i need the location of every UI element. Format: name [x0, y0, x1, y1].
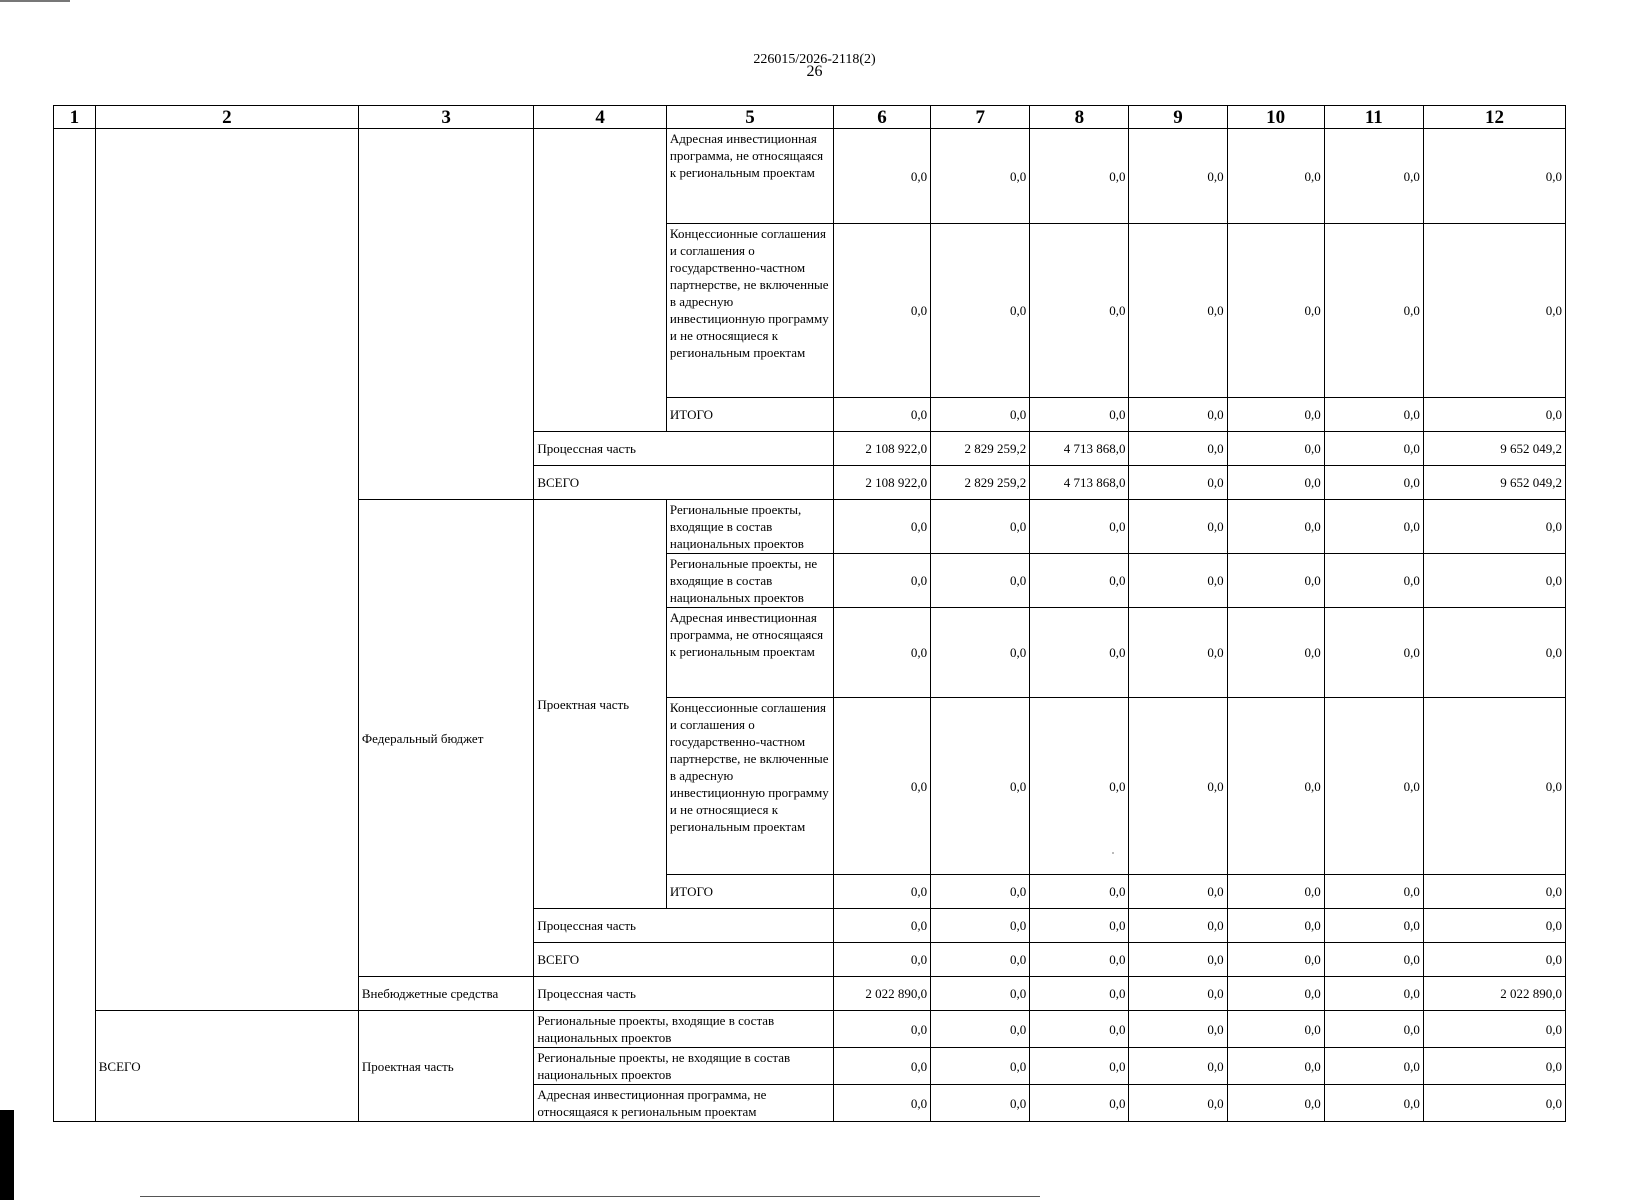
value-cell: 0,0 [1129, 398, 1227, 432]
value-cell: 0,0 [833, 398, 930, 432]
value-cell: 0,0 [1324, 977, 1423, 1011]
value-cell: 0,0 [1423, 224, 1565, 398]
value-cell: 0,0 [931, 1011, 1030, 1048]
row-label: ИТОГО [666, 398, 833, 432]
value-cell: 0,0 [931, 224, 1030, 398]
value-cell: 0,0 [1324, 129, 1423, 224]
value-cell: 0,0 [833, 698, 930, 875]
scan-top-line [0, 0, 70, 2]
value-cell: 0,0 [1030, 909, 1129, 943]
value-cell: 0,0 [1324, 875, 1423, 909]
value-cell: 0,0 [833, 1011, 930, 1048]
value-cell: 0,0 [1227, 432, 1324, 466]
value-cell: 0,0 [1423, 909, 1565, 943]
value-cell: 0,0 [1324, 608, 1423, 698]
col3-cell [358, 129, 533, 500]
value-cell: 0,0 [1227, 466, 1324, 500]
scan-bottom-line [140, 1196, 1040, 1197]
total-proekt-label: Проектная часть [358, 1011, 533, 1122]
value-cell: 2 022 890,0 [833, 977, 930, 1011]
value-cell: 0,0 [833, 875, 930, 909]
value-cell: 0,0 [1423, 943, 1565, 977]
value-cell: 4 713 868,0 [1030, 432, 1129, 466]
scan-artifact [1112, 852, 1114, 854]
source-extrabudget: Внебюджетные средства [358, 977, 533, 1011]
value-cell: 0,0 [833, 224, 930, 398]
budget-table [53, 105, 1566, 1122]
value-cell: 0,0 [1324, 943, 1423, 977]
value-cell: 0,0 [931, 698, 1030, 875]
col-header: 12 [1423, 106, 1565, 129]
value-cell: 0,0 [1129, 977, 1227, 1011]
value-cell: 0,0 [1129, 909, 1227, 943]
value-cell: 0,0 [931, 554, 1030, 608]
value-cell: 0,0 [1227, 224, 1324, 398]
value-cell: 0,0 [931, 129, 1030, 224]
value-cell: 0,0 [1030, 1011, 1129, 1048]
col1-cell [54, 129, 96, 1122]
value-cell: 0,0 [1227, 129, 1324, 224]
value-cell: 0,0 [931, 943, 1030, 977]
value-cell: 0,0 [833, 554, 930, 608]
row-label: Адресная инвестиционная программа, не относящаяся к региональным проектам [534, 1085, 834, 1122]
row-label: Концессионные соглашения и соглашения о государственно-частном партнерстве, не включенные в адресную инвестиционную программу и не относящиеся к региональным проектам [666, 224, 833, 398]
value-cell: 0,0 [833, 608, 930, 698]
row-label: Адресная инвестиционная программа, не относящаяся к региональным проектам [666, 129, 833, 224]
value-cell: 0,0 [1227, 608, 1324, 698]
value-cell: 0,0 [1129, 1048, 1227, 1085]
value-cell: 0,0 [1030, 608, 1129, 698]
row-label: ИТОГО [666, 875, 833, 909]
value-cell: 0,0 [931, 977, 1030, 1011]
value-cell: 0,0 [833, 943, 930, 977]
value-cell: 0,0 [931, 500, 1030, 554]
value-cell: 0,0 [1030, 1085, 1129, 1122]
value-cell: 0,0 [1227, 1011, 1324, 1048]
value-cell: 0,0 [1030, 1048, 1129, 1085]
col-header: 4 [534, 106, 667, 129]
scan-edge-shadow [0, 1110, 14, 1200]
value-cell: 2 108 922,0 [833, 432, 930, 466]
value-cell: 0,0 [1423, 698, 1565, 875]
col2-cell [95, 129, 358, 1011]
value-cell: 0,0 [1030, 129, 1129, 224]
value-cell: 0,0 [1324, 698, 1423, 875]
row-label: Процессная часть [534, 977, 834, 1011]
value-cell: 0,0 [1129, 875, 1227, 909]
value-cell: 0,0 [1227, 943, 1324, 977]
value-cell: 0,0 [833, 129, 930, 224]
value-cell: 0,0 [1324, 1011, 1423, 1048]
value-cell: 0,0 [1227, 977, 1324, 1011]
value-cell: 0,0 [833, 500, 930, 554]
value-cell: 0,0 [1324, 432, 1423, 466]
row-label: Концессионные соглашения и соглашения о государственно-частном партнерстве, не включенные в адресную инвестиционную программу и не относящиеся к региональным проектам [666, 698, 833, 875]
row-label: Региональные проекты, входящие в состав национальных проектов [666, 500, 833, 554]
value-cell: 0,0 [1423, 500, 1565, 554]
value-cell: 0,0 [1324, 224, 1423, 398]
value-cell: 9 652 049,2 [1423, 466, 1565, 500]
value-cell: 0,0 [1030, 943, 1129, 977]
value-cell: 0,0 [1423, 129, 1565, 224]
value-cell: 0,0 [1324, 500, 1423, 554]
col-header: 8 [1030, 106, 1129, 129]
value-cell: 0,0 [1423, 1011, 1565, 1048]
value-cell: 0,0 [1129, 1011, 1227, 1048]
value-cell: 0,0 [1129, 554, 1227, 608]
value-cell: 0,0 [1423, 1085, 1565, 1122]
value-cell: 0,0 [833, 909, 930, 943]
value-cell: 0,0 [1227, 875, 1324, 909]
value-cell: 0,0 [931, 398, 1030, 432]
value-cell: 0,0 [1129, 608, 1227, 698]
value-cell: 0,0 [1030, 554, 1129, 608]
col-header: 7 [931, 106, 1030, 129]
col-header: 5 [666, 106, 833, 129]
row-label: Региональные проекты, входящие в состав национальных проектов [534, 1011, 834, 1048]
value-cell: 0,0 [1227, 909, 1324, 943]
value-cell: 0,0 [1129, 466, 1227, 500]
value-cell: 9 652 049,2 [1423, 432, 1565, 466]
row-label: Процессная часть [534, 432, 834, 466]
col4-cell [534, 129, 667, 432]
value-cell: 2 829 259,2 [931, 466, 1030, 500]
column-number-row [54, 106, 1566, 129]
value-cell: 0,0 [1129, 500, 1227, 554]
col-header: 6 [833, 106, 930, 129]
value-cell: 0,0 [1423, 554, 1565, 608]
value-cell: 0,0 [1423, 398, 1565, 432]
value-cell: 0,0 [931, 608, 1030, 698]
table-row [54, 129, 1566, 224]
value-cell: 0,0 [1227, 554, 1324, 608]
value-cell: 0,0 [1129, 698, 1227, 875]
value-cell: 0,0 [931, 875, 1030, 909]
value-cell: 0,0 [1129, 1085, 1227, 1122]
value-cell: 0,0 [1227, 1085, 1324, 1122]
value-cell: 0,0 [1324, 1048, 1423, 1085]
value-cell: 2 829 259,2 [931, 432, 1030, 466]
source-fed-budget: Федеральный бюджет [358, 500, 533, 977]
value-cell: 0,0 [1030, 977, 1129, 1011]
value-cell: 0,0 [1030, 698, 1129, 875]
row-label: Региональные проекты, не входящие в состав национальных проектов [666, 554, 833, 608]
col-header: 11 [1324, 106, 1423, 129]
col-header: 10 [1227, 106, 1324, 129]
row-label: ВСЕГО [534, 943, 834, 977]
value-cell: 0,0 [1324, 554, 1423, 608]
value-cell: 0,0 [1129, 943, 1227, 977]
value-cell: 0,0 [1129, 129, 1227, 224]
col-header: 2 [95, 106, 358, 129]
value-cell: 0,0 [1227, 500, 1324, 554]
col-header: 1 [54, 106, 96, 129]
row-label: Процессная часть [534, 909, 834, 943]
value-cell: 0,0 [1030, 224, 1129, 398]
value-cell: 0,0 [1423, 875, 1565, 909]
value-cell: 0,0 [1030, 500, 1129, 554]
value-cell: 0,0 [833, 1048, 930, 1085]
value-cell: 0,0 [1227, 698, 1324, 875]
value-cell: 0,0 [1324, 909, 1423, 943]
value-cell: 0,0 [931, 909, 1030, 943]
value-cell: 4 713 868,0 [1030, 466, 1129, 500]
value-cell: 0,0 [931, 1048, 1030, 1085]
value-cell: 0,0 [1030, 398, 1129, 432]
value-cell: 2 022 890,0 [1423, 977, 1565, 1011]
value-cell: 2 108 922,0 [833, 466, 930, 500]
row-label: Региональные проекты, не входящие в состав национальных проектов [534, 1048, 834, 1085]
total-label: ВСЕГО [95, 1011, 358, 1122]
value-cell: 0,0 [1030, 875, 1129, 909]
value-cell: 0,0 [1227, 398, 1324, 432]
value-cell: 0,0 [1324, 466, 1423, 500]
value-cell: 0,0 [1423, 608, 1565, 698]
col-header: 9 [1129, 106, 1227, 129]
value-cell: 0,0 [1129, 432, 1227, 466]
document-number: 226015/2026-2118(2) [753, 52, 876, 67]
value-cell: 0,0 [833, 1085, 930, 1122]
row-label: Адресная инвестиционная программа, не относящаяся к региональным проектам [666, 608, 833, 698]
value-cell: 0,0 [1324, 398, 1423, 432]
proekt-label: Проектная часть [534, 500, 667, 909]
table-row [54, 1011, 1566, 1048]
page-number: 26 [806, 63, 823, 80]
col-header: 3 [358, 106, 533, 129]
value-cell: 0,0 [1129, 224, 1227, 398]
row-label: ВСЕГО [534, 466, 834, 500]
value-cell: 0,0 [1423, 1048, 1565, 1085]
value-cell: 0,0 [931, 1085, 1030, 1122]
value-cell: 0,0 [1324, 1085, 1423, 1122]
value-cell: 0,0 [1227, 1048, 1324, 1085]
